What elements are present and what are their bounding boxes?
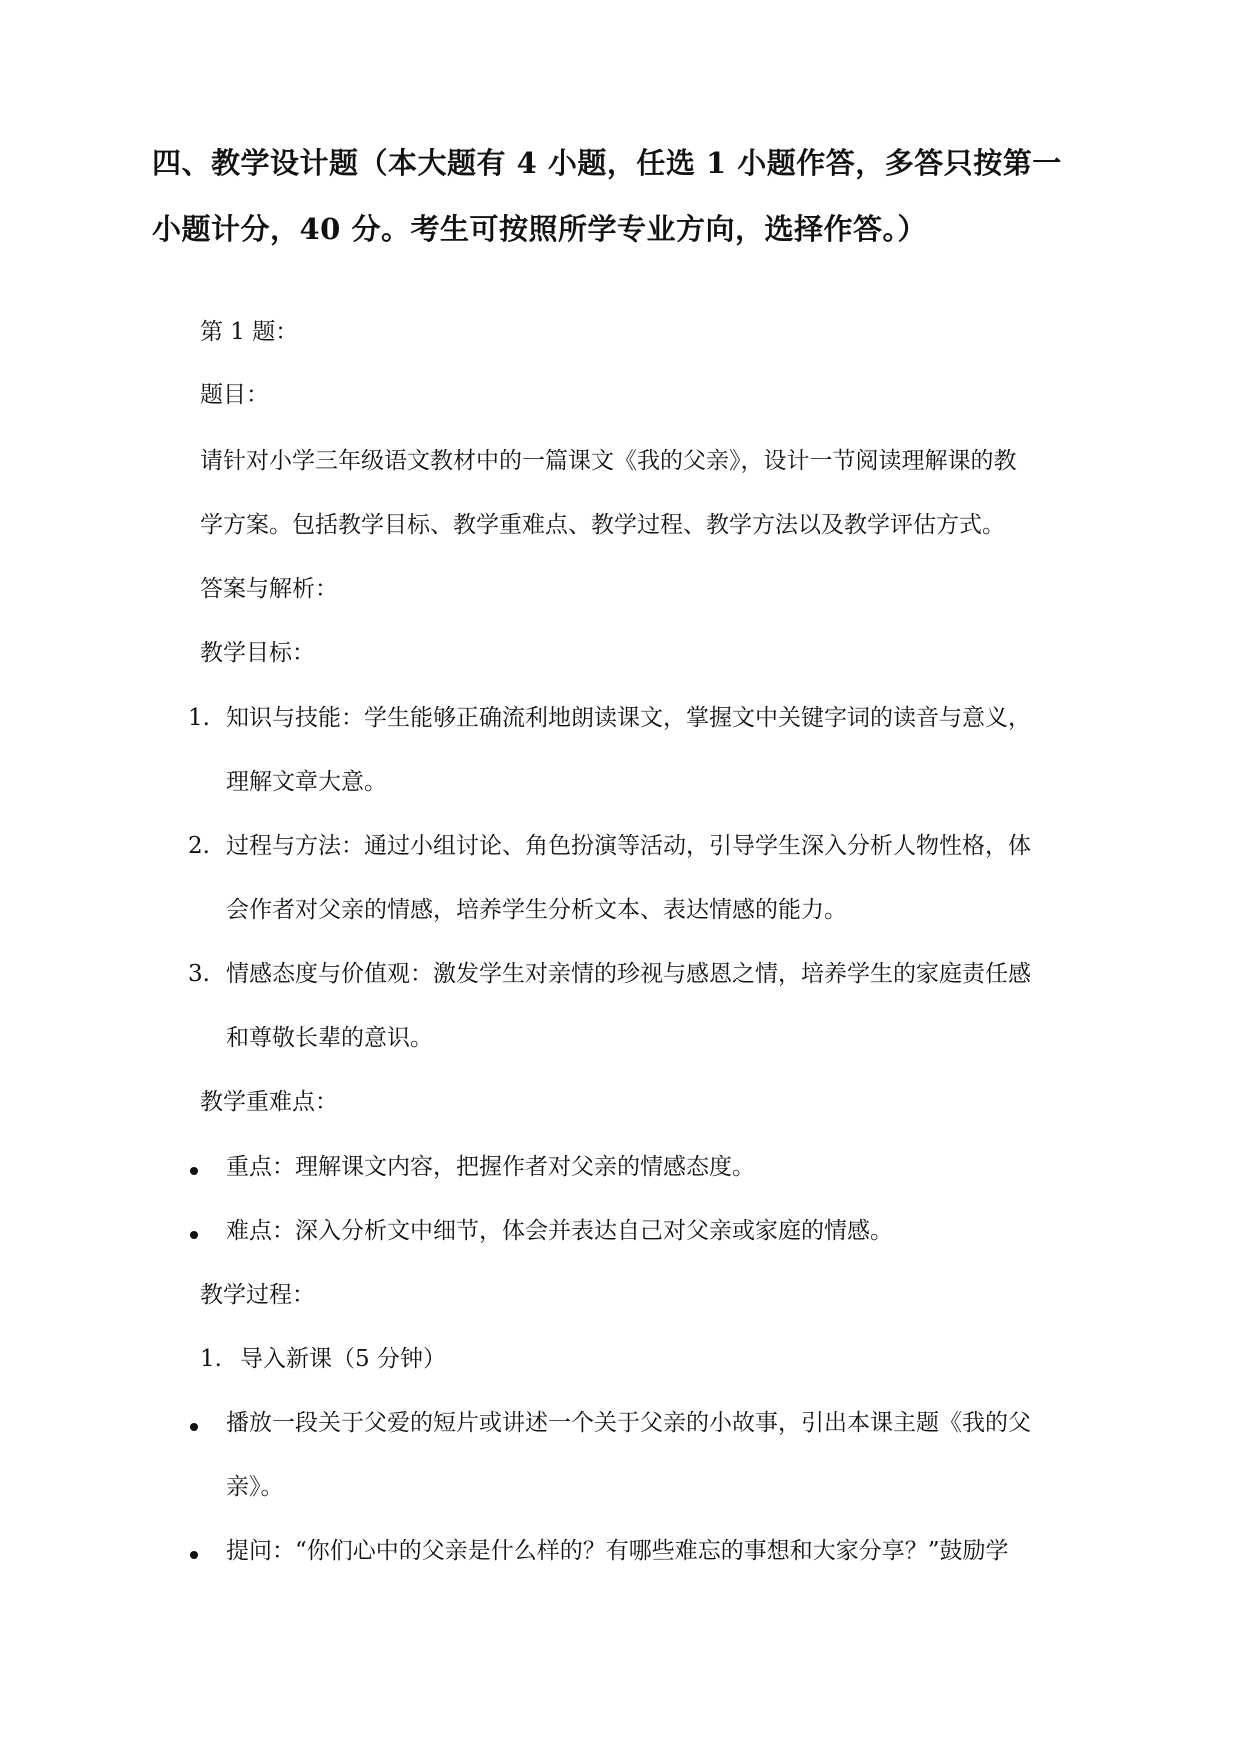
list-number: 1. — [188, 705, 210, 731]
objective-3-line-2: 和尊敬长辈的意识。 — [226, 1025, 433, 1051]
objective-2-line-2: 会作者对父亲的情感，培养学生分析文本、表达情感的能力。 — [226, 897, 847, 923]
bullet-dot — [190, 1231, 198, 1239]
list-number: 1. — [200, 1346, 222, 1372]
process-bullet-1-line-1: 播放一段关于父爱的短片或讲述一个关于父亲的小故事，引出本课主题《我的父 — [226, 1410, 1031, 1436]
process-label: 教学过程： — [200, 1282, 315, 1308]
bullet-dot — [190, 1167, 198, 1175]
objective-1-line-1: 知识与技能：学生能够正确流利地朗读课文，掌握文中关键字词的读音与意义， — [226, 705, 1031, 731]
question-number: 第 1 题： — [200, 319, 299, 345]
key-point-item: 重点：理解课文内容，把握作者对父亲的情感态度。 — [226, 1154, 755, 1180]
key-points-label: 教学重难点： — [200, 1089, 338, 1115]
section-title-line-1: 四、教学设计题（本大题有 4 小题，任选 1 小题作答，多答只按第一 — [152, 146, 1062, 180]
answer-label: 答案与解析： — [200, 576, 338, 602]
process-bullet-2-line-1: 提问：“你们心中的父亲是什么样的？有哪些难忘的事想和大家分享？”鼓励学 — [226, 1538, 1009, 1564]
process-step-title: 导入新课（5 分钟） — [240, 1346, 446, 1372]
bullet-dot — [190, 1551, 198, 1559]
prompt-text-line-1: 请针对小学三年级语文教材中的一篇课文《我的父亲》，设计一节阅读理解课的教 — [200, 448, 1017, 474]
objective-3-line-1: 情感态度与价值观：激发学生对亲情的珍视与感恩之情，培养学生的家庭责任感 — [226, 961, 1031, 987]
objectives-label: 教学目标： — [200, 640, 315, 666]
section-title-line-2: 小题计分，40 分。考生可按照所学专业方向，选择作答。） — [152, 212, 927, 246]
list-number: 2. — [188, 833, 210, 859]
list-number: 3. — [188, 961, 210, 987]
bullet-dot — [190, 1423, 198, 1431]
process-bullet-1-line-2: 亲》。 — [226, 1474, 284, 1500]
prompt-label: 题目： — [200, 382, 269, 408]
objective-2-line-1: 过程与方法：通过小组讨论、角色扮演等活动，引导学生深入分析人物性格，体 — [226, 833, 1031, 859]
difficulty-item: 难点：深入分析文中细节，体会并表达自己对父亲或家庭的情感。 — [226, 1218, 893, 1244]
prompt-text-line-2: 学方案。包括教学目标、教学重难点、教学过程、教学方法以及教学评估方式。 — [200, 512, 1005, 538]
objective-1-line-2: 理解文章大意。 — [226, 769, 387, 795]
